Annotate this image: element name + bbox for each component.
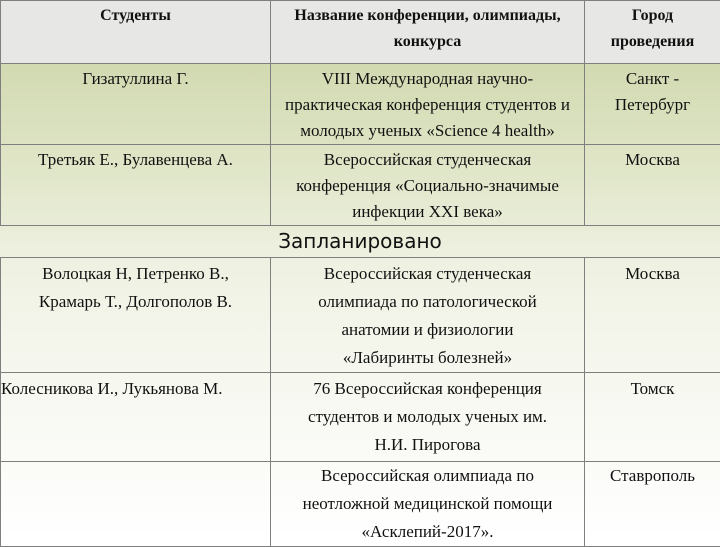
event-cell: [271, 373, 585, 462]
header-students: [1, 1, 271, 64]
event-text-line: инфекции XXI века»: [271, 199, 584, 225]
students-cell: [1, 258, 271, 373]
header-conference-label-line: Название конференции, олимпиады,: [271, 3, 584, 29]
event-cell: [271, 145, 585, 226]
city-text-line: Москва: [585, 260, 720, 288]
students-text: Третьяк Е., Булавенцева А.: [1, 147, 270, 173]
event-cell: [271, 462, 585, 547]
event-text-line: Всероссийская студенческая: [271, 260, 584, 288]
header-city: [585, 1, 720, 64]
students-text-line: Волоцкая Н, Петренко В.,: [1, 260, 270, 288]
event-text-line: «Асклепий-2017».: [271, 518, 584, 546]
students-cell: [1, 373, 271, 462]
event-text-line: олимпиада по патологической: [271, 288, 584, 316]
completed-events-table: [0, 0, 720, 226]
table-header-row: [1, 1, 720, 64]
city-text-line: Петербург: [585, 92, 720, 118]
header-city-label-line: проведения: [585, 29, 720, 55]
table-row: [1, 373, 720, 462]
planned-events-table: [0, 257, 720, 547]
table-row: [1, 64, 720, 145]
event-text-line: молодых ученых «Science 4 health»: [271, 118, 584, 144]
header-students-label: Студенты: [1, 3, 270, 29]
table-row: [1, 145, 720, 226]
table-row: [1, 462, 720, 547]
students-text-line: Колесникова И., Лукьянова М.: [1, 375, 270, 403]
table-row: [1, 258, 720, 373]
header-city-label-line: Город: [585, 3, 720, 29]
city-text-line: Томск: [585, 375, 720, 403]
students-text-line: Крамарь Т., Долгополов В.: [1, 288, 270, 316]
city-cell: [585, 258, 720, 373]
event-cell: [271, 64, 585, 145]
event-text-line: «Лабиринты болезней»: [271, 344, 584, 372]
event-cell: [271, 258, 585, 373]
event-text-line: Всероссийская олимпиада по: [271, 462, 584, 490]
event-text-line: Н.И. Пирогова: [271, 431, 584, 459]
students-text: Гизатуллина Г.: [1, 66, 270, 92]
city-text-line: Ставрополь: [585, 462, 720, 490]
event-text-line: VIII Международная научно-: [271, 66, 584, 92]
event-text-line: студентов и молодых ученых им.: [271, 403, 584, 431]
event-text-line: Всероссийская студенческая: [271, 147, 584, 173]
section-title-planned: Запланировано: [0, 224, 720, 258]
event-text-line: 76 Всероссийская конференция: [271, 375, 584, 403]
students-cell: [1, 145, 271, 226]
event-text-line: неотложной медицинской помощи: [271, 490, 584, 518]
event-text-line: практическая конференция студентов и: [271, 92, 584, 118]
city-cell: [585, 145, 720, 226]
event-text-line: конференция «Социально-значимые: [271, 173, 584, 199]
city-cell: [585, 64, 720, 145]
city-cell: [585, 462, 720, 547]
header-conference-name: [271, 1, 585, 64]
city-text-line: Санкт -: [585, 66, 720, 92]
header-conference-label-line: конкурса: [271, 29, 584, 55]
students-cell: [1, 64, 271, 145]
event-text-line: анатомии и физиологии: [271, 316, 584, 344]
students-cell: [1, 462, 271, 547]
city-text-line: Москва: [585, 147, 720, 173]
city-cell: [585, 373, 720, 462]
